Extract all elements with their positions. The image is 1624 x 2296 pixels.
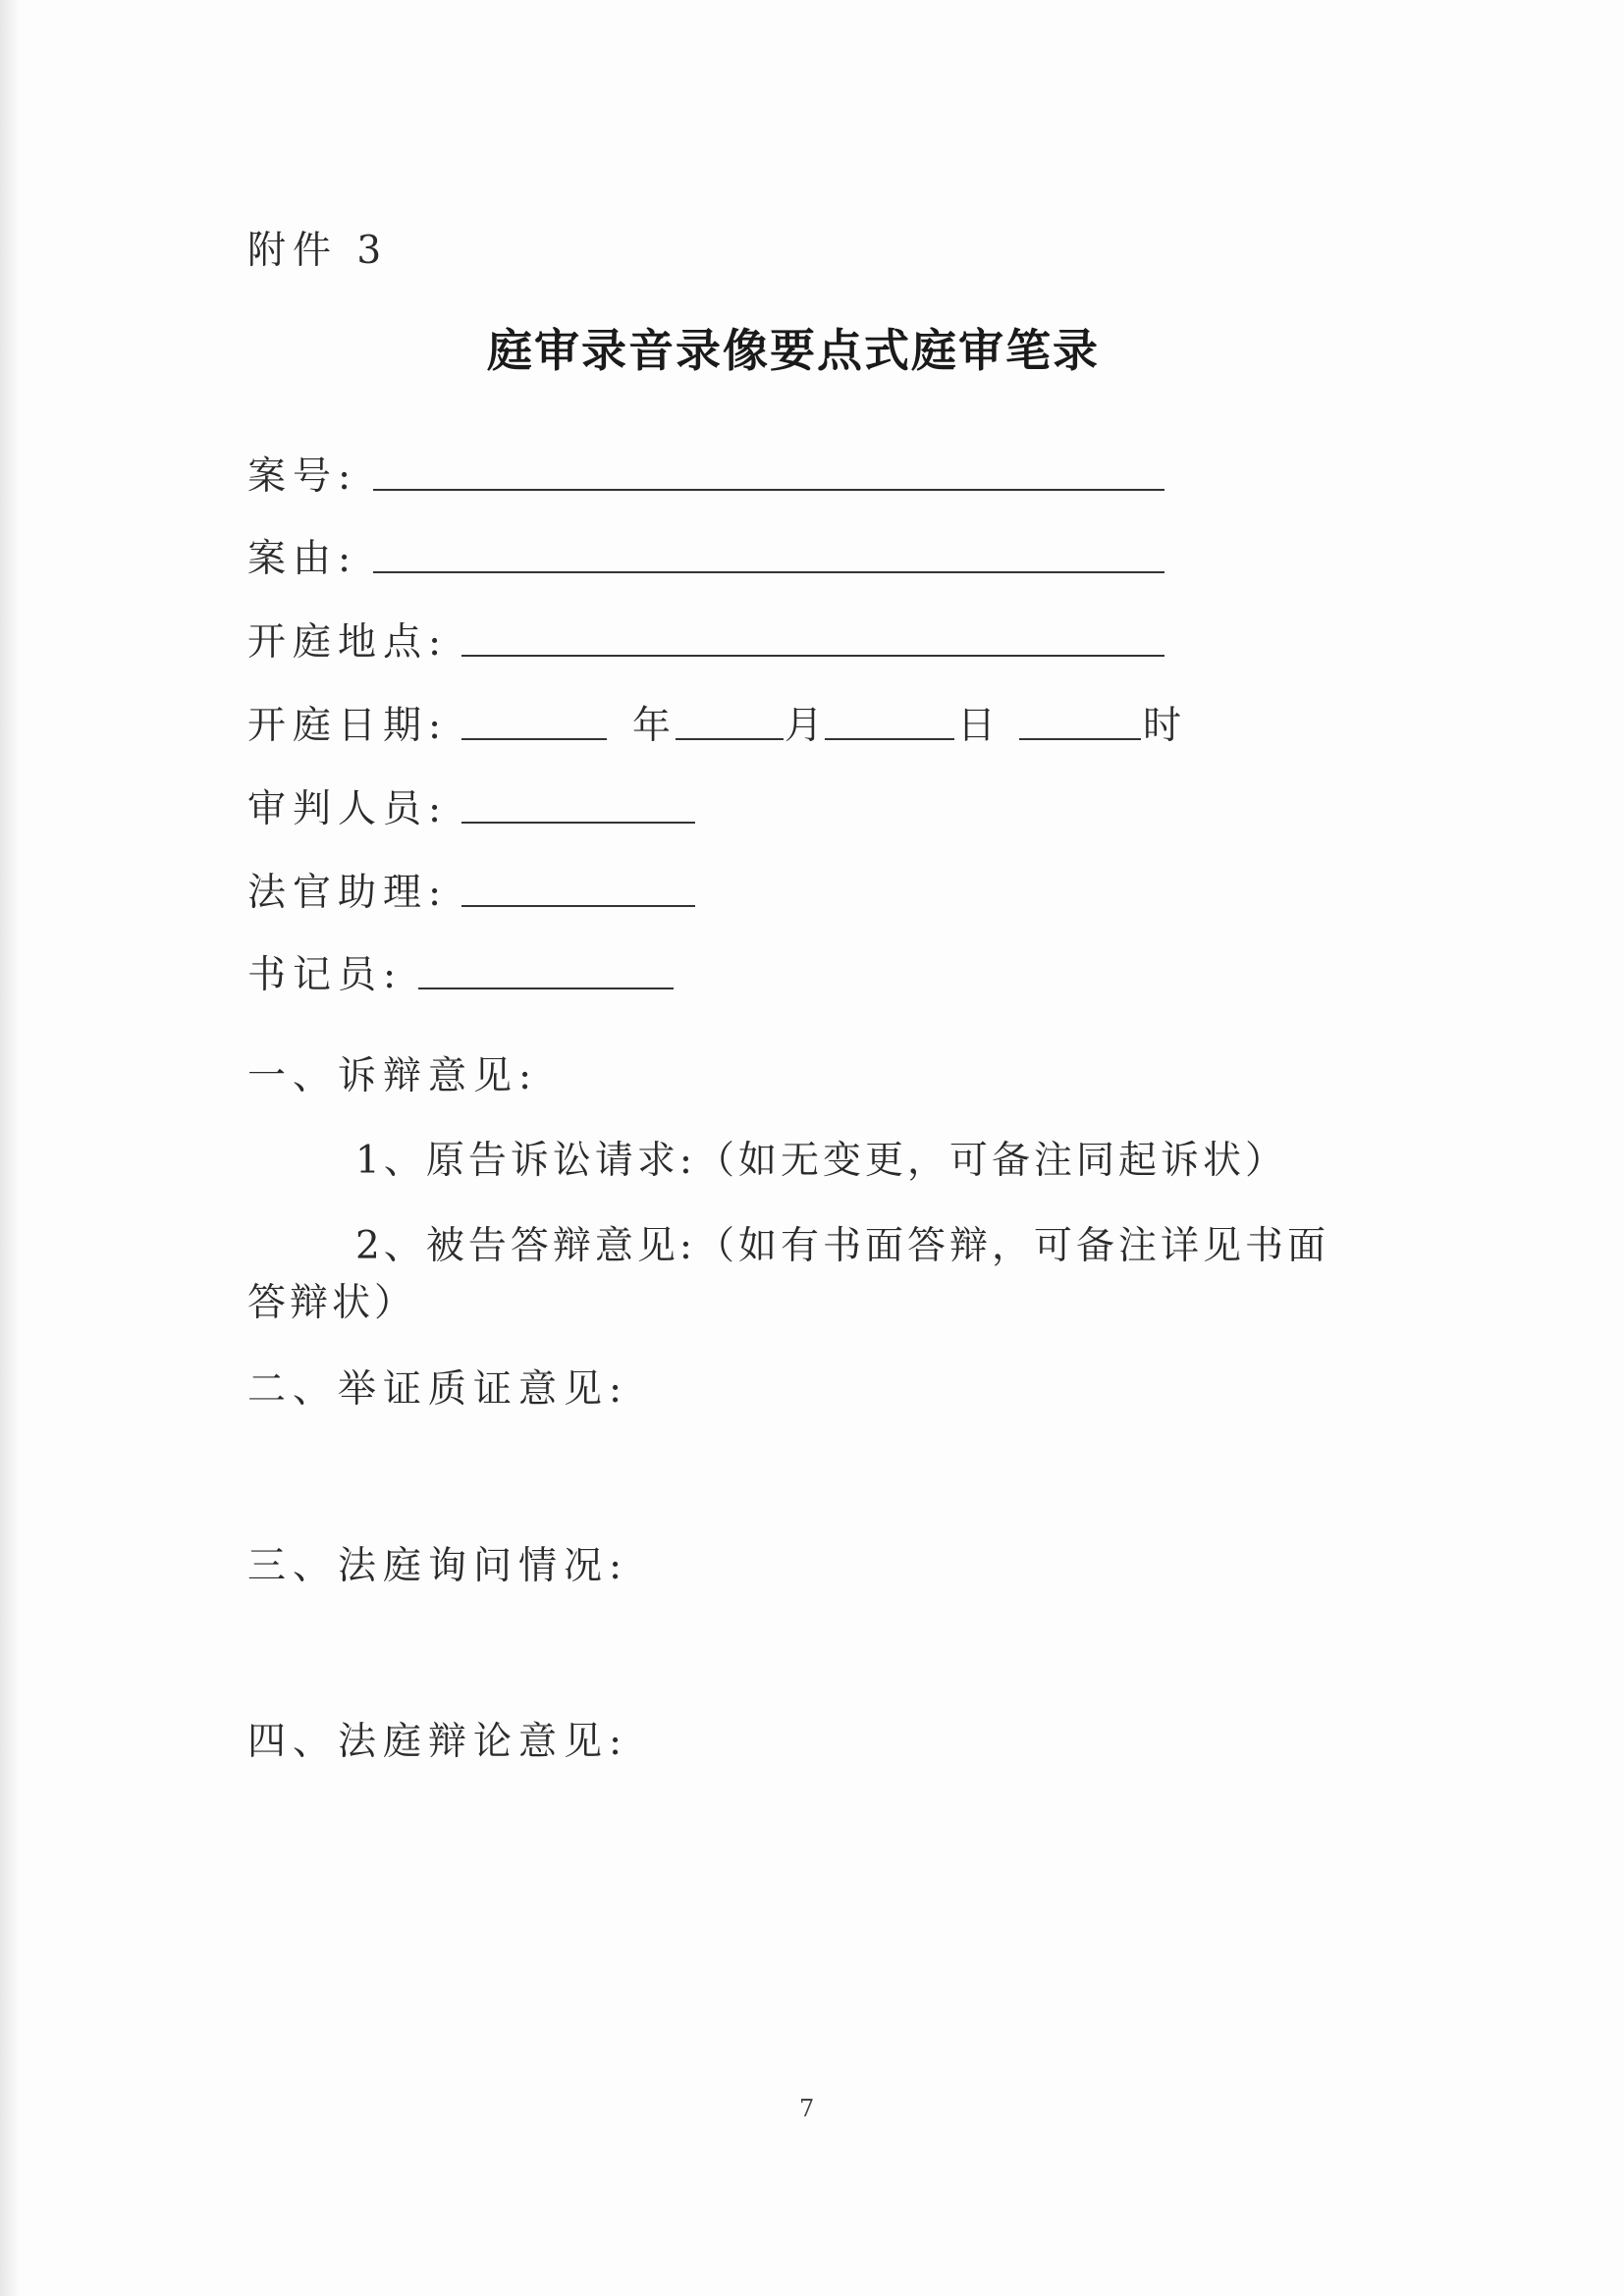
hearing-hour-field[interactable]	[1019, 738, 1141, 740]
hearing-location-label: 开庭地点:	[247, 620, 449, 665]
date-hour-unit: 时	[1143, 704, 1189, 748]
assistant-field[interactable]	[461, 905, 695, 907]
section-pleadings: 一、诉辩意见:	[247, 1054, 539, 1098]
case-number-label: 案号:	[247, 454, 358, 499]
defendant-defense-line2: 答辩状）	[247, 1281, 417, 1325]
hearing-date-label: 开庭日期:	[247, 704, 449, 748]
plaintiff-claims: 1、原告诉讼请求:（如无变更，可备注同起诉状）	[355, 1139, 1287, 1183]
date-month-unit: 月	[785, 704, 831, 748]
page-number: 7	[799, 2095, 815, 2122]
defendant-defense-line1: 2、被告答辩意见:（如有书面答辩，可备注详见书面	[355, 1224, 1329, 1268]
date-day-unit: 日	[957, 704, 1003, 748]
judges-field[interactable]	[461, 822, 695, 824]
attachment-label: 附件 3	[247, 229, 389, 273]
clerk-field[interactable]	[418, 988, 674, 989]
clerk-label: 书记员:	[247, 953, 404, 997]
section-debate: 四、法庭辩论意见:	[247, 1720, 629, 1764]
hearing-year-field[interactable]	[461, 738, 607, 740]
assistant-label: 法官助理:	[247, 871, 449, 915]
hearing-day-field[interactable]	[825, 738, 954, 740]
date-year-unit: 年	[632, 704, 678, 748]
judges-label: 审判人员:	[247, 787, 449, 831]
hearing-location-field[interactable]	[461, 655, 1164, 657]
case-cause-label: 案由:	[247, 537, 358, 581]
case-cause-field[interactable]	[373, 571, 1164, 573]
document-title: 庭审录音录像要点式庭审笔录	[487, 324, 1100, 377]
section-inquiry: 三、法庭询问情况:	[247, 1544, 629, 1588]
scan-edge-shadow	[0, 0, 20, 2296]
section-evidence: 二、举证质证意见:	[247, 1367, 629, 1412]
case-number-field[interactable]	[373, 489, 1164, 491]
hearing-month-field[interactable]	[676, 738, 784, 740]
